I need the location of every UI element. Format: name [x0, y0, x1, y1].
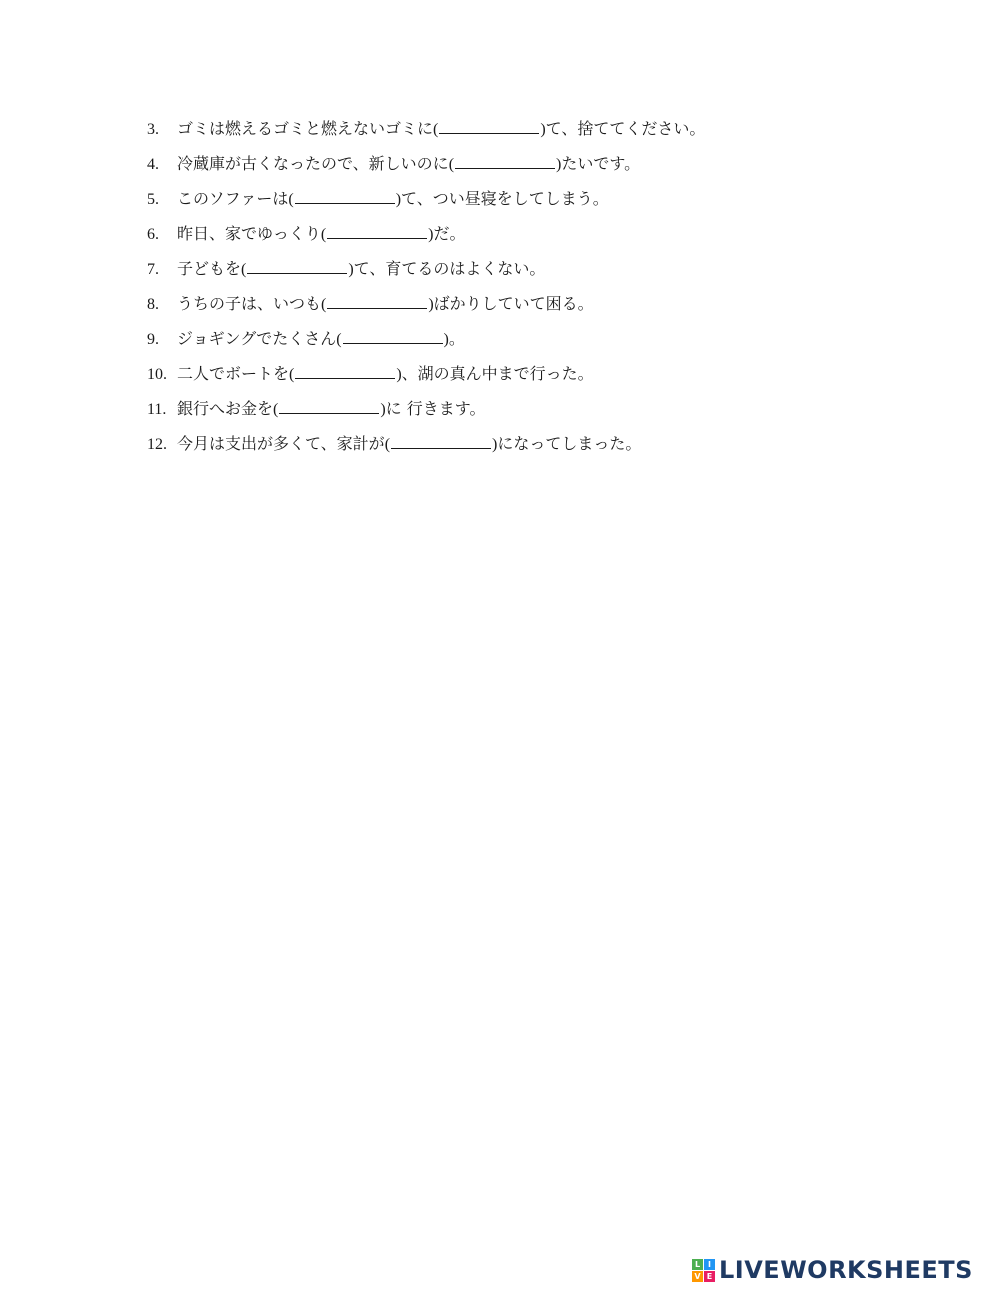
question-number: 5.	[147, 191, 159, 208]
paren-close: )	[492, 436, 498, 453]
question-text-after: だ。	[433, 224, 466, 243]
logo-text: LIVEWORKSHEETS	[719, 1256, 973, 1284]
answer-blank[interactable]	[439, 119, 539, 134]
question-8	[147, 291, 907, 326]
question-text-before: ジョギングでたくさん	[177, 329, 337, 348]
paren-close: )	[348, 261, 354, 278]
answer-blank[interactable]	[327, 294, 427, 309]
question-4	[147, 151, 907, 186]
paren-close: )	[396, 366, 402, 383]
question-text-before: 二人でボートを	[177, 364, 290, 383]
question-number: 10.	[147, 366, 167, 383]
question-text-after: 。	[448, 329, 465, 348]
paren-open: (	[433, 121, 439, 138]
question-number: 3.	[147, 121, 159, 138]
paren-open: (	[241, 261, 247, 278]
question-10	[147, 361, 907, 396]
question-text-before: このソファーは	[177, 189, 289, 208]
question-text-before: 今月は支出が多くて、家計が	[177, 434, 385, 453]
paren-open: (	[289, 366, 295, 383]
question-3	[147, 116, 907, 151]
question-number: 6.	[147, 226, 159, 243]
paren-close: )	[380, 401, 386, 418]
paren-close: )	[556, 156, 562, 173]
question-text-after: になってしまった。	[497, 434, 642, 453]
answer-blank[interactable]	[295, 189, 395, 204]
logo-letter: V	[692, 1271, 703, 1282]
question-text-after: て、育てるのはよくない。	[353, 259, 546, 278]
question-text-after: に 行きます。	[385, 399, 486, 418]
paren-close: )	[428, 226, 434, 243]
answer-blank[interactable]	[295, 364, 395, 379]
paren-open: (	[288, 191, 294, 208]
paren-open: (	[384, 436, 391, 453]
paren-close: )	[443, 331, 449, 348]
paren-close: )	[428, 296, 434, 313]
answer-blank[interactable]	[391, 434, 491, 449]
paren-open: (	[321, 296, 327, 313]
question-text-before: 冷蔵庫が古くなったので、新しいのに	[177, 154, 449, 173]
answer-blank[interactable]	[327, 224, 427, 239]
answer-blank[interactable]	[455, 154, 555, 169]
question-number: 9.	[147, 331, 159, 348]
question-text-before: ゴミは燃えるゴミと燃えないゴミに	[177, 119, 434, 138]
logo-mark-icon	[692, 1259, 715, 1282]
answer-blank[interactable]	[279, 399, 379, 414]
logo-letter: L	[692, 1259, 703, 1270]
question-text-before: 銀行へお金を	[177, 399, 274, 418]
question-6	[147, 221, 907, 256]
paren-close: )	[395, 191, 402, 208]
question-12	[147, 431, 907, 466]
question-text-after: て、捨ててください。	[545, 119, 706, 138]
question-list	[147, 116, 907, 466]
question-5	[147, 186, 907, 221]
answer-blank[interactable]	[247, 259, 347, 274]
question-9	[147, 326, 907, 361]
paren-open: (	[336, 331, 342, 348]
question-text-after: ばかりしていて困る。	[433, 294, 594, 313]
paren-open: (	[273, 401, 279, 418]
question-text-before: 昨日、家でゆっくり	[177, 224, 321, 243]
question-number: 12.	[147, 436, 167, 453]
logo-letter: I	[704, 1259, 715, 1270]
liveworksheets-logo	[692, 1255, 973, 1285]
answer-blank[interactable]	[343, 329, 443, 344]
paren-open: (	[448, 156, 455, 173]
question-text-after: 、湖の真ん中まで行った。	[401, 364, 594, 383]
question-number: 7.	[147, 261, 159, 278]
question-11	[147, 396, 907, 431]
question-number: 11.	[147, 401, 167, 418]
paren-close: )	[540, 121, 546, 138]
question-7	[147, 256, 907, 291]
paren-open: (	[320, 226, 327, 243]
question-text-before: うちの子は、いつも	[177, 294, 322, 313]
question-text-before: 子どもを	[177, 259, 242, 278]
question-text-after: たいです。	[561, 154, 641, 173]
logo-letter: E	[704, 1271, 715, 1282]
question-text-after: て、つい昼寝をしてしまう。	[401, 189, 609, 208]
question-number: 4.	[147, 156, 159, 173]
question-number: 8.	[147, 296, 159, 313]
